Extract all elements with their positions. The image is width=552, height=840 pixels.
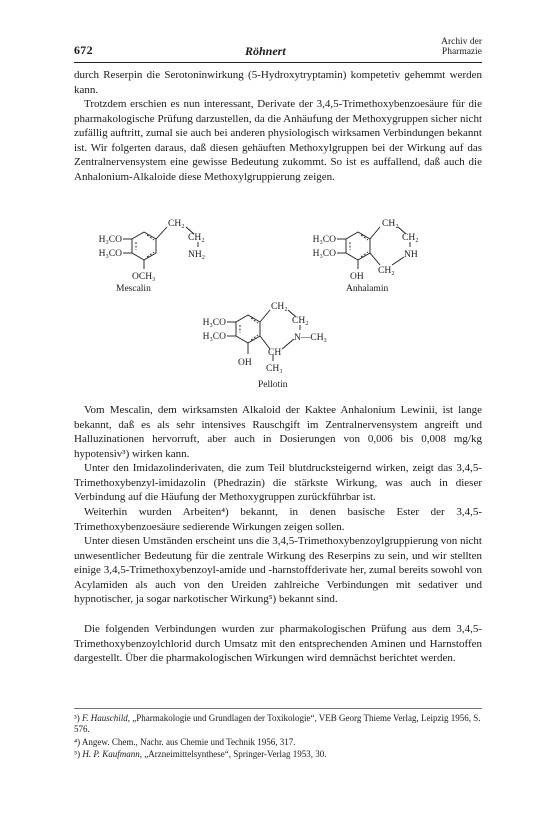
mescalin-substituent-bottom: OCH₃ [132, 272, 156, 282]
anhalamin-name: Anhalamin [346, 284, 389, 294]
pellotin-bond [260, 310, 270, 322]
journal-name-line-1: Archiv der [441, 37, 482, 47]
mescalin-chain-3: NH₂ [188, 250, 206, 260]
anhalamin-ring-2: CH₂ [402, 233, 419, 243]
footnote-3 [74, 713, 482, 735]
footnote-4 [74, 737, 482, 748]
journal-name-line-2: Pharmazie [441, 47, 482, 57]
paragraph-1: durch Reserpin die Serotoninwirkung (5-Hydroxytryptamin) kompetetiv gehemmt werden kann. [74, 69, 482, 96]
anhalamin-bond [370, 227, 380, 239]
mescalin-chain-1: CH₂ [168, 219, 185, 229]
anhalamin-ring-1: CH₂ [382, 219, 399, 229]
footnote-5-mark: ⁵) [74, 749, 81, 759]
pellotin-name: Pellotin [258, 380, 288, 390]
footnote-4-mark: ⁴) [74, 737, 81, 747]
footnote-3-author: F. Hauschild, [81, 713, 131, 723]
footnote-5-author: H. P. Kaufmann, [82, 749, 142, 759]
footnote-3-text: „Pharmakologie und Grundlagen der Toxikologie“, VEB Georg Thieme Verlag, Leipzig 1956, S. 576. [74, 713, 481, 734]
mescalin-substituent-mid-left: H₃CO [98, 249, 122, 259]
footnote-rule [74, 708, 482, 709]
pellotin-ring-1: CH₂ [271, 302, 288, 312]
header-rule [74, 62, 482, 63]
anhalamin-ring-3: NH [404, 250, 418, 260]
anhalamin-bond [392, 257, 404, 265]
page-number: 672 [74, 43, 93, 57]
footnote-5 [74, 749, 482, 760]
anhalamin-ring-4: CH₂ [378, 266, 395, 276]
pellotin-structure [203, 302, 327, 390]
footnote-3-mark: ³) [74, 713, 80, 723]
mescalin-substituent-top-left: H₃CO [98, 235, 122, 245]
anhalamin-substituent-mid-left: H₃CO [312, 249, 336, 259]
pellotin-ring-2: CH₂ [292, 316, 309, 326]
paragraph-3: Vom Mescalin, dem wirksamsten Alkaloid der Kaktee Anhalonium Lewinii, ist lange bekannt, daß es als sehr intensives Rauschgift im Zentralnervensystem angreift und Halluzinationen hervorruft, aber auch in Dosierungen von 0,006 bis 0,008 mg/kg hypotensiv³) wirken kann. [74, 404, 482, 460]
mescalin-chain-2: CH₂ [188, 233, 205, 243]
mescalin-name: Mescalin [116, 284, 151, 294]
pellotin-ring-3: N—CH₃ [294, 333, 327, 343]
footnote-4-text: Angew. Chem., Nachr. aus Chemie und Technik 1956, 317. [81, 737, 296, 747]
paragraph-6: Unter diesen Umständen erscheint uns die 3,4,5-Trimethoxybenzoylgruppierung von nicht unwesentlicher Bedeutung für die zentrale Wirkung des Reserpins zu sein, und wir stellten einige 3,4,5-Trimethoxybenzoyl-amide und -harnstoffderivate her, zumal bereits sowohl von Acylamiden als auch von den Ureiden zahlreiche Verbindungen mit sedativer und hypnotischer, ja sogar narkotischer Wirkung⁵) bekannt sind. [74, 535, 482, 606]
pellotin-substituent-mid-left: H₃CO [202, 332, 226, 342]
chemical-structures-figure [74, 215, 482, 403]
pellotin-substituent-bottom: OH [238, 358, 252, 368]
mescalin-bond [156, 227, 167, 239]
paragraph-5: Weiterhin wurden Arbeiten⁴) bekannt, in denen basische Ester der 3,4,5-Trimethoxybenzoesäure sedierende Wirkungen zeigen sollen. [74, 506, 482, 533]
paragraph-4: Unter den Imidazolinderivaten, die zum Teil blutdrucksteigernd wirken, zeigt das 3,4,5-Trimethoxybenzyl-imidazolin (Phedrazin) die stärkste Wirkung, was auch in dieser Verbindung auf die Häufung der Methoxygruppen zurückführbar ist. [74, 462, 482, 504]
pellotin-ring-4: CH [268, 348, 282, 358]
anhalamin-bond [370, 253, 380, 265]
paragraph-7: Die folgenden Verbindungen wurden zur pharmakologischen Prüfung aus dem 3,4,5-Trimethoxybenzoylchlorid durch Umsatz mit den entsprechenden Aminen und Harnstoffen dargestellt. Über die pharmakologischen Wirkungen wird demnächst berichtet werden. [74, 623, 482, 665]
pellotin-ring-5: CH₃ [266, 364, 283, 374]
anhalamin-substituent-bottom: OH [350, 272, 364, 282]
paragraph-2: Trotzdem erschien es nun interessant, Derivate der 3,4,5-Trimethoxybenzoesäure für die pharmakologische Prüfung darzustellen, da die Anhäufung der Methoxygruppen sicher nicht zufällig auftritt, zumal sie auch bei anderen physiologisch wirksamen Verbindungen bekannt ist. Wir folgerten daraus, daß diesen gehäuften Methoxylgruppen bei der Wirkung auf das Zentralnervensystem eine gewisse Bedeutung zukommt. So ist es auffallend, daß auch die Anhalonium-Alkaloide diese Methoxylgruppierung zeigen. [74, 98, 482, 183]
pellotin-bond [282, 339, 294, 349]
footnote-5-text: „Arzneimittelsynthese“, Springer-Verlag 1953, 30. [141, 749, 327, 759]
journal-name [441, 37, 482, 57]
running-author: Röhnert [245, 44, 286, 58]
pellotin-substituent-top-left: H₃CO [202, 318, 226, 328]
anhalamin-structure [313, 219, 419, 294]
mescalin-structure [99, 219, 205, 294]
anhalamin-substituent-top-left: H₃CO [312, 235, 336, 245]
